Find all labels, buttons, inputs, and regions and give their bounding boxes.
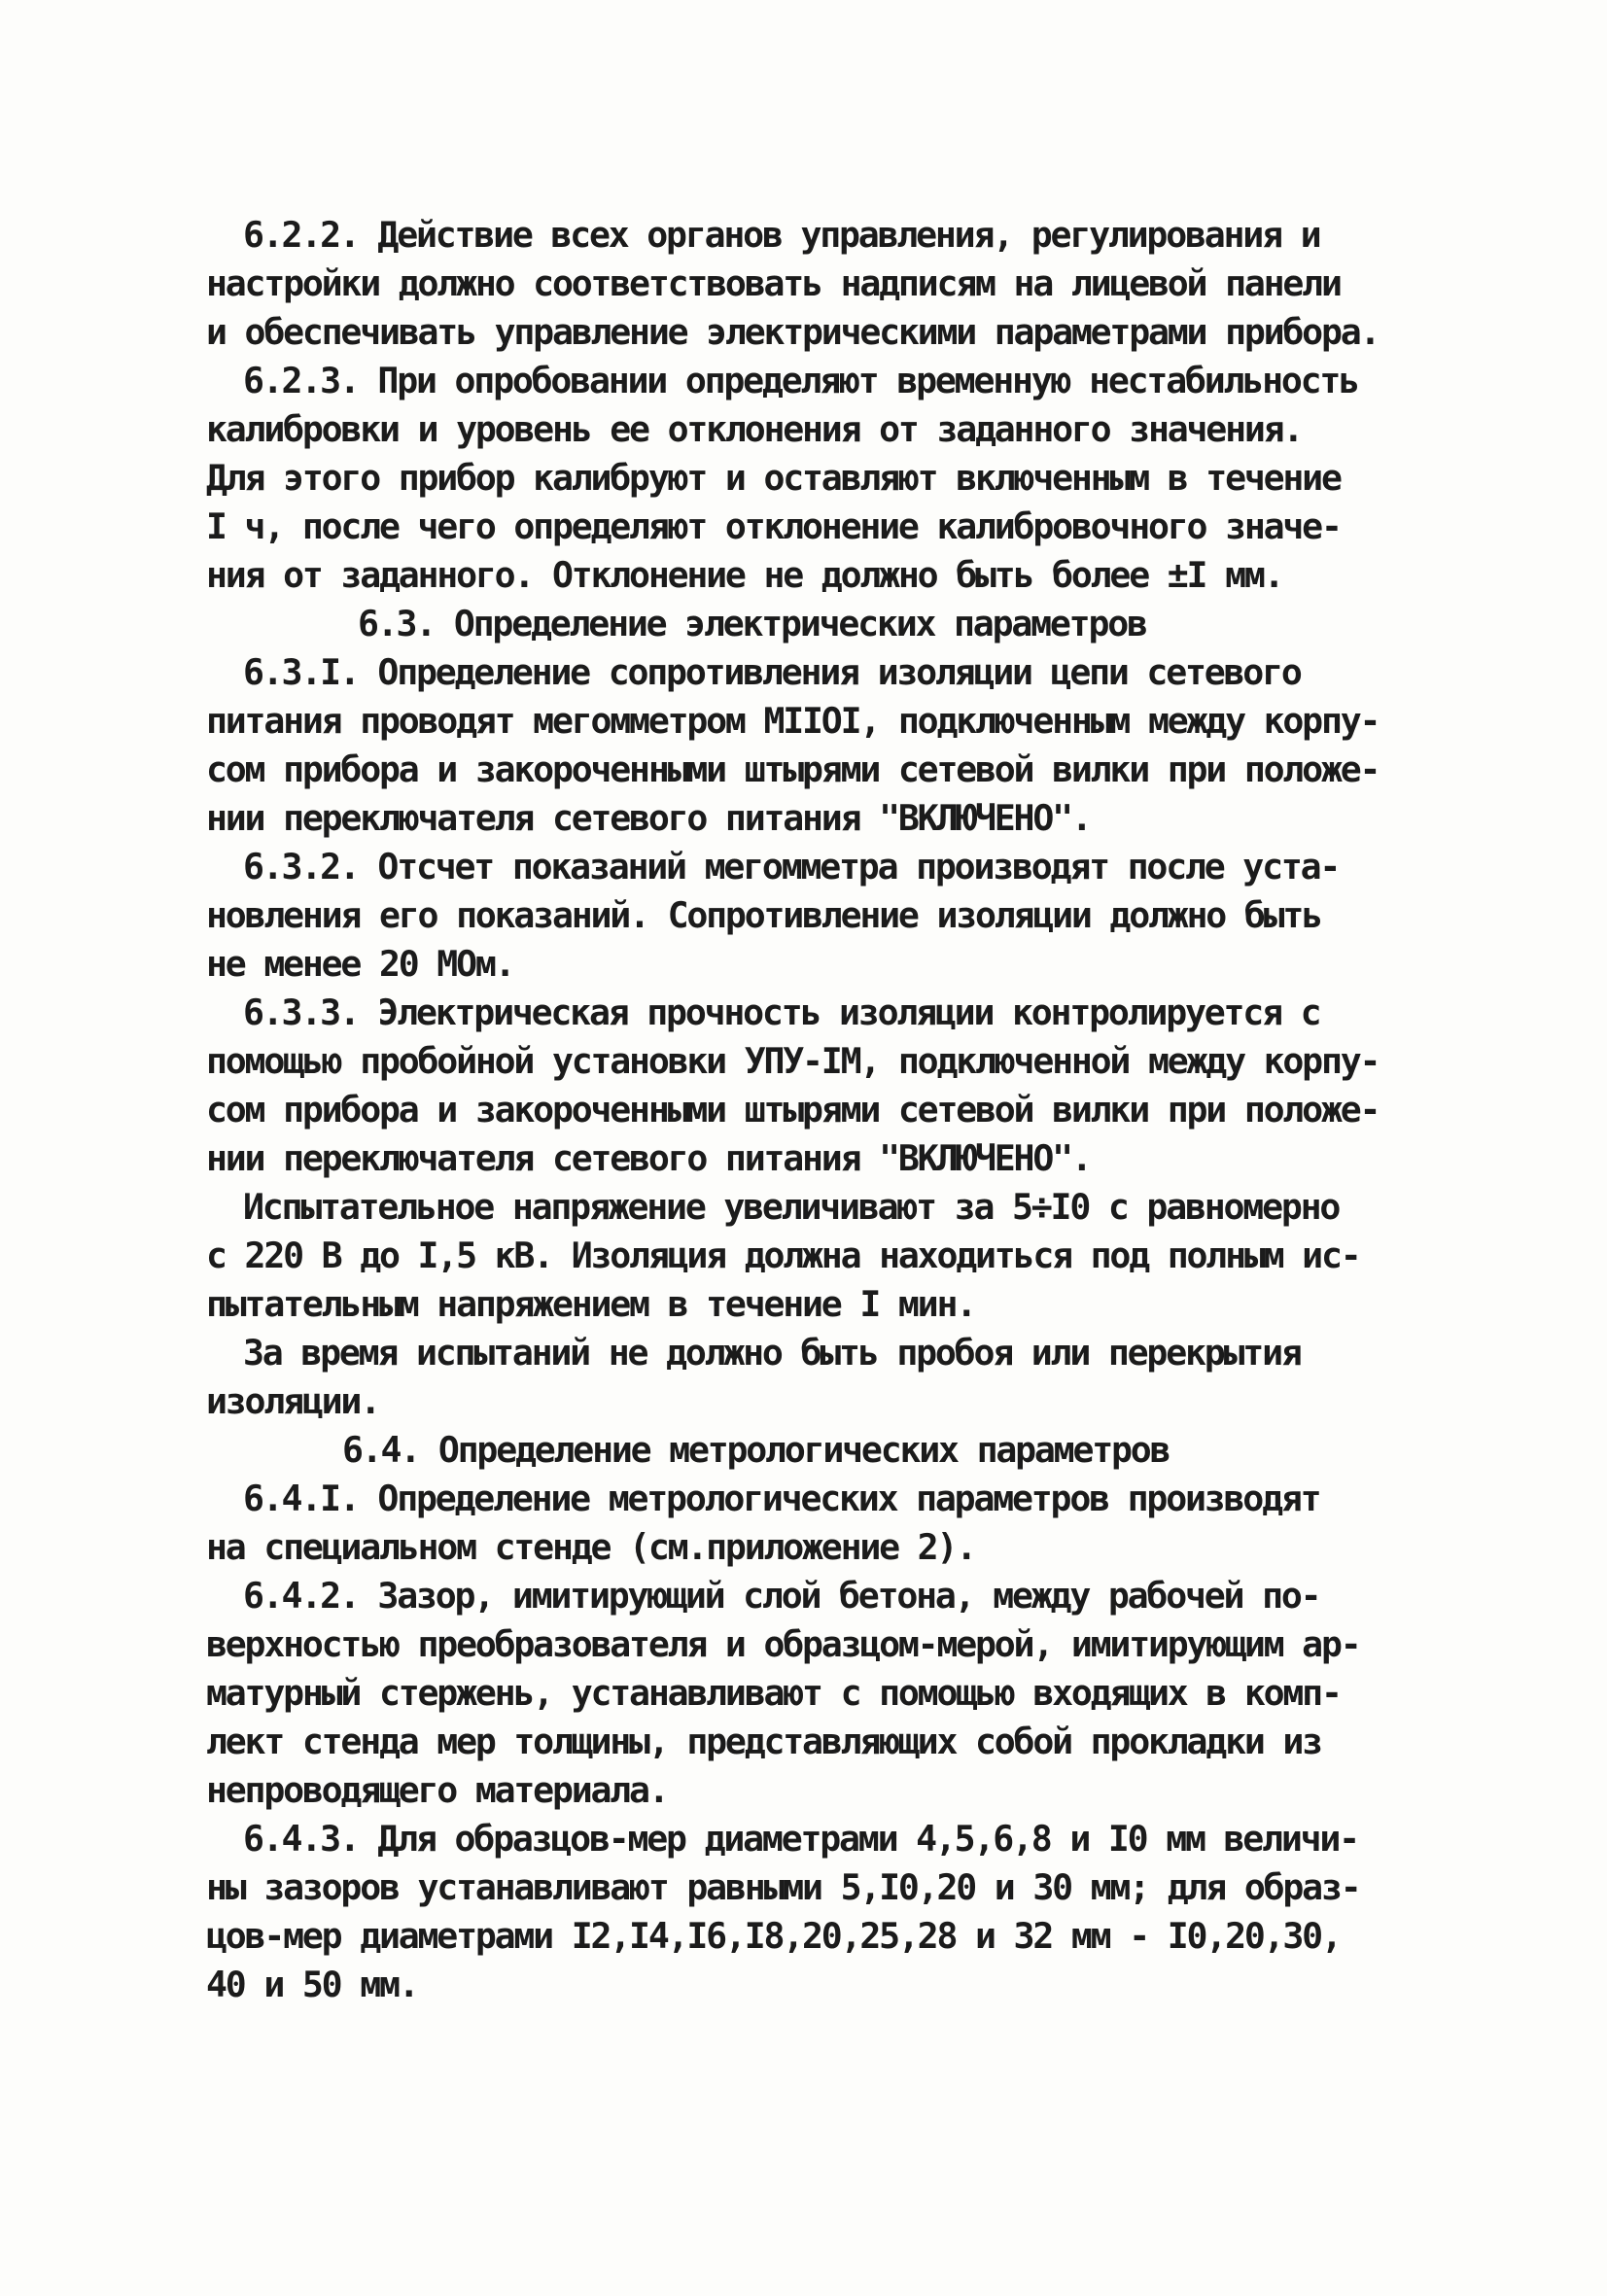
text-line: 40 и 50 мм. <box>206 1964 418 2005</box>
text-line: Испытательное напряжение увеличивают за 5÷I0 с равномерно <box>243 1186 1340 1228</box>
text-line: с 220 В до I,5 кВ. Изоляция должна находиться под полным ис- <box>206 1235 1360 1276</box>
text-line: 6.4.2. Зазор, имитирующий слой бетона, между рабочей по- <box>243 1575 1320 1617</box>
text-line: непроводящего материала. <box>206 1769 668 1811</box>
section-heading: 6.3. Определение электрических параметров <box>358 603 1146 644</box>
text-line: настройки должно соответствовать надписям на лицевой панели <box>206 262 1341 304</box>
text-line: помощью пробойной установки УПУ-IМ, подключенной между корпу- <box>206 1040 1380 1082</box>
text-line: За время испытаний не должно быть пробоя или перекрытия <box>243 1332 1301 1374</box>
text-line: питания проводят мегомметром МIIОI, подключенным между корпу- <box>206 700 1380 742</box>
text-line: цов-мер диаметрами I2,I4,I6,I8,20,25,28 и 32 мм - I0,20,30, <box>206 1915 1341 1957</box>
text-line: 6.3.3. Электрическая прочность изоляции контролируется с <box>243 991 1320 1033</box>
text-line: I ч, после чего определяют отклонение калибровочного значе- <box>206 505 1341 547</box>
text-line: верхностью преобразователя и образцом-мерой, имитирующим ар- <box>206 1623 1360 1665</box>
text-line: новления его показаний. Сопротивление изоляции должно быть <box>206 894 1321 936</box>
text-line: матурный стержень, устанавливают с помощью входящих в комп- <box>206 1672 1341 1714</box>
text-line: на специальном стенде (см.приложение 2). <box>206 1526 975 1568</box>
text-line: сом прибора и закороченными штырями сетевой вилки при положе- <box>206 1089 1380 1131</box>
text-line: нии переключателя сетевого питания "ВКЛЮЧЕНО". <box>206 797 1091 839</box>
text-line: изоляции. <box>206 1380 379 1422</box>
text-line: пытательным напряжением в течение I мин. <box>206 1283 975 1325</box>
section-heading: 6.4. Определение метрологических параметров <box>342 1429 1170 1471</box>
text-line: лект стенда мер толщины, представляющих собой прокладки из <box>206 1721 1321 1762</box>
text-line: сом прибора и закороченными штырями сетевой вилки при положе- <box>206 748 1380 790</box>
text-line: 6.4.3. Для образцов-мер диаметрами 4,5,6,8 и I0 мм величи- <box>243 1818 1358 1860</box>
text-line: 6.2.3. При опробовании определяют временную нестабильность <box>243 360 1358 401</box>
text-line: 6.3.2. Отсчет показаний мегомметра производят после уста- <box>243 846 1340 887</box>
text-line: Для этого прибор калибруют и оставляют включенным в течение <box>206 457 1341 499</box>
text-line: ны зазоров устанавливают равными 5,I0,20 и 30 мм; для образ- <box>206 1866 1360 1908</box>
text-line: не менее 20 МОм. <box>206 943 514 985</box>
text-line: нии переключателя сетевого питания "ВКЛЮЧЕНО". <box>206 1137 1091 1179</box>
text-line: 6.4.I. Определение метрологических параметров производят <box>243 1478 1320 1519</box>
text-line: и обеспечивать управление электрическими параметрами прибора. <box>206 311 1380 353</box>
text-line: 6.3.I. Определение сопротивления изоляции цепи сетевого <box>243 651 1301 693</box>
text-line: 6.2.2. Действие всех органов управления, регулирования и <box>243 214 1320 256</box>
text-line: калибровки и уровень ее отклонения от заданного значения. <box>206 408 1303 450</box>
text-line: ния от заданного. Отклонение не должно быть более ±I мм. <box>206 554 1283 596</box>
